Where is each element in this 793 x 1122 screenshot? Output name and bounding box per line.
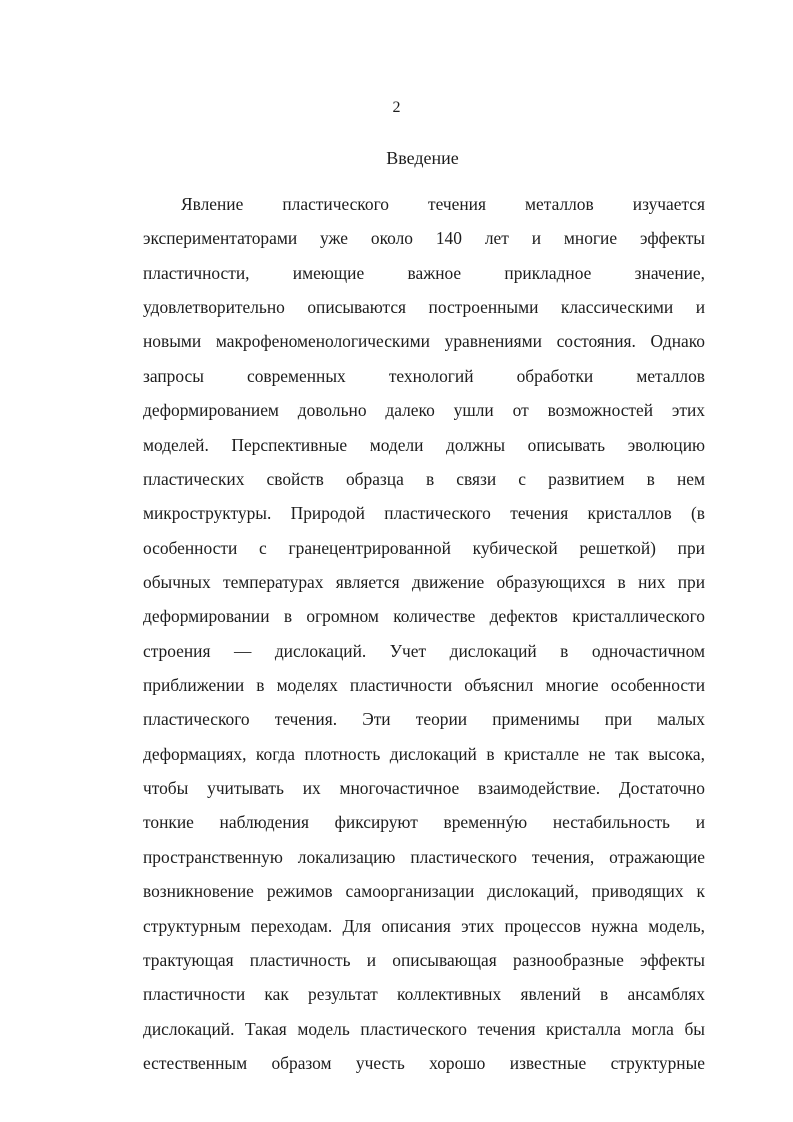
text-line: деформировании в огромном количестве дефектов кристаллического (143, 606, 705, 627)
text-line: запросы современных технологий обработки металлов (143, 365, 705, 386)
text-line: пластических свойств образца в связи с развитием в нем (143, 468, 705, 489)
text-line: естественным образом учесть хорошо известные структурные (143, 1052, 705, 1073)
text-line: пластичности, имеющие важное прикладное значение, (143, 262, 705, 283)
text-line: чтобы учитывать их многочастичное взаимодействие. Достаточно (143, 778, 705, 799)
text-line: трактующая пластичность и описывающая разнообразные эффекты (143, 949, 705, 970)
text-line: удовлетворительно описываются построенными классическими и (143, 297, 705, 318)
text-line: деформациях, когда плотность дислокаций в кристалле не так высока, (143, 743, 705, 764)
text-line: микроструктуры. Природой пластического течения кристаллов (в (143, 503, 705, 524)
text-line: тонкие наблюдения фиксируют временнýю нестабильность и (143, 812, 705, 833)
text-line: возникновение режимов самоорганизации дислокаций, приводящих к (143, 881, 705, 902)
text-line: структурным переходам. Для описания этих процессов нужна модель, (143, 915, 705, 936)
text-line: обычных температурах является движение образующихся в них при (143, 571, 705, 592)
text-line: деформированием довольно далеко ушли от возможностей этих (143, 400, 705, 421)
text-line: Явление пластического течения металлов изучается (181, 194, 705, 214)
section-heading: Введение (386, 148, 459, 168)
text-line: особенности с гранецентрированной кубической решеткой) при (143, 537, 705, 558)
text-line: приближении в моделях пластичности объяснил многие особенности (143, 675, 705, 696)
text-line: пластического течения. Эти теории применимы при малых (143, 709, 705, 730)
text-line: новыми макрофеноменологическими уравнениями состояния. Однако (143, 331, 705, 352)
text-line: дислокаций. Такая модель пластического течения кристалла могла бы (143, 1018, 705, 1039)
text-line: моделей. Перспективные модели должны описывать эволюцию (143, 434, 705, 455)
text-line: строения — дислокаций. Учет дислокаций в одночастичном (143, 640, 705, 661)
text-line: пластичности как результат коллективных явлений в ансамблях (143, 984, 705, 1005)
page-number: 2 (392, 99, 401, 116)
text-line: пространственную локализацию пластического течения, отражающие (143, 846, 705, 867)
body-paragraph (143, 187, 705, 1080)
text-line: экспериментаторами уже около 140 лет и многие эффекты (143, 228, 705, 249)
